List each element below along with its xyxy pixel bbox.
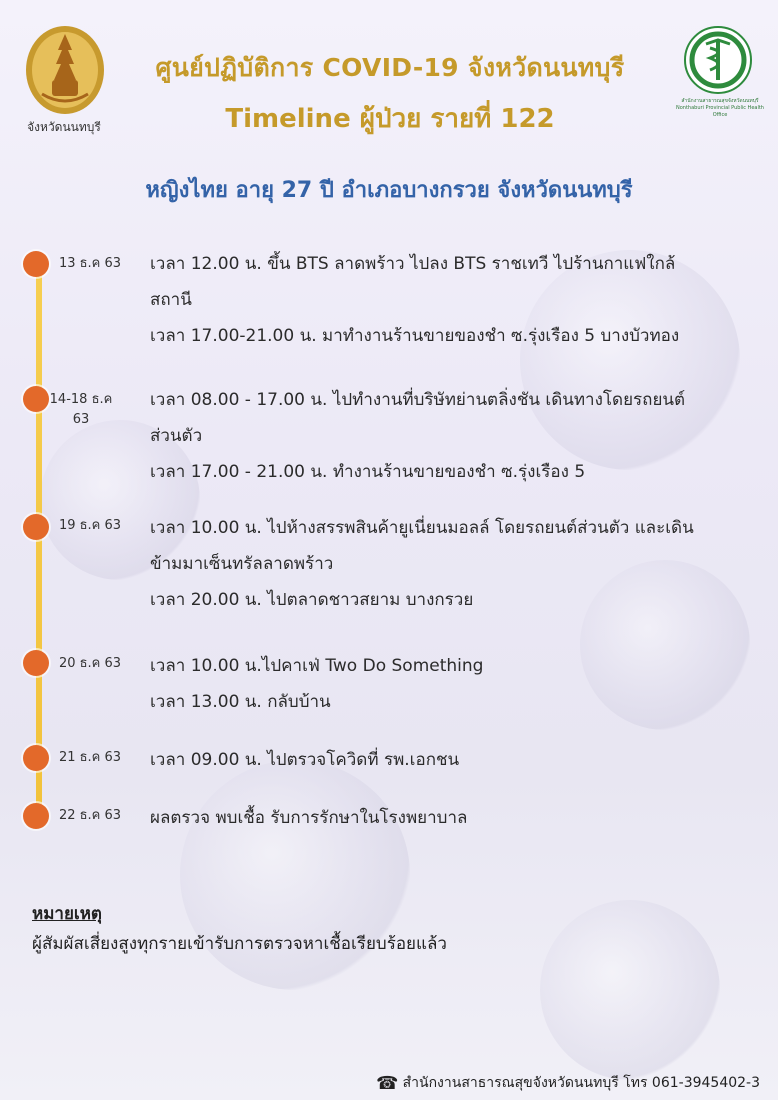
timeline-entry: เวลา 20.00 น. ไปตลาดชาวสยาม บางกรวย [150, 590, 474, 610]
timeline-date: 22 ธ.ค 63 [58, 808, 122, 823]
timeline-entry: เวลา 10.00 น.ไปคาเฟ่ Two Do Something [150, 656, 484, 676]
timeline-entries [150, 246, 760, 354]
timeline-dot [23, 650, 49, 676]
note-text: ผู้สัมผัสเสี่ยงสูงทุกรายเข้ารับการตรวจหาเชื้อเรียบร้อยแล้ว [32, 934, 447, 954]
timeline-dot [23, 514, 49, 540]
timeline-date: 19 ธ.ค 63 [58, 518, 122, 533]
timeline-entries [150, 742, 760, 778]
province-caption: จังหวัดนนทบุรี [27, 120, 101, 134]
patient-info-subtitle: หญิงไทย อายุ 27 ปี อำเภอบางกรวย จังหวัดนนทบุรี [145, 178, 633, 203]
timeline-entry: ผลตรวจ พบเชื้อ รับการรักษาในโรงพยาบาล [150, 808, 468, 828]
timeline-date: 13 ธ.ค 63 [58, 256, 122, 271]
ministry-caption: สำนักงานสาธารณสุขจังหวัดนนทบุรี Nonthaburi Provincial Public Health Office [676, 98, 764, 118]
timeline-dot [23, 745, 49, 771]
timeline-entries [150, 382, 760, 490]
timeline-entry: ส่วนตัว [150, 426, 203, 446]
timeline-entry: เวลา 17.00 - 21.00 น. ทำงานร้านขายของชำ ซ.รุ่งเรือง 5 [150, 462, 586, 482]
footer-text: สำนักงานสาธารณสุขจังหวัดนนทบุรี โทร 061-3945402-3 [402, 1075, 760, 1091]
timeline-entry: เวลา 17.00-21.00 น. มาทำงานร้านขายของชำ ซ.รุ่งเรือง 5 บางบัวทอง [150, 326, 680, 346]
timeline-title: Timeline ผู้ป่วย รายที่ 122 [225, 104, 555, 134]
telephone-icon: ☎ [376, 1073, 399, 1094]
footer-contact [360, 1072, 760, 1094]
header [0, 0, 778, 160]
timeline-entries [150, 800, 760, 836]
timeline-entry: เวลา 09.00 น. ไปตรวจโควิดที่ รพ.เอกชน [150, 750, 460, 770]
timeline-entry: เวลา 10.00 น. ไปห้างสรรพสินค้ายูเนี่ยนมอลล์ โดยรถยนต์ส่วนตัว และเดิน [150, 518, 694, 538]
timeline-entry: เวลา 13.00 น. กลับบ้าน [150, 692, 331, 712]
timeline-entries [150, 648, 760, 720]
timeline-entries [150, 510, 760, 618]
timeline-entry: ข้ามมาเซ็นทรัลลาดพร้าว [150, 554, 334, 574]
page-title: ศูนย์ปฏิบัติการ COVID-19 จังหวัดนนทบุรี [155, 53, 625, 82]
note-title: หมายเหตุ [32, 904, 102, 924]
timeline-entry: เวลา 12.00 น. ขึ้น BTS ลาดพร้าว ไปลง BTS ราชเทวี ไปร้านกาแฟใกล้ [150, 254, 676, 274]
province-emblem-icon [24, 24, 106, 116]
timeline-date: 21 ธ.ค 63 [58, 750, 122, 765]
timeline-line [36, 256, 42, 826]
note-section [32, 900, 752, 960]
timeline-date: 14-18 ธ.ค 63 [49, 392, 113, 427]
timeline-dot [23, 251, 49, 277]
ministry-public-health-logo-icon [684, 26, 752, 94]
timeline-entry: เวลา 08.00 - 17.00 น. ไปทำงานที่บริษัทย่านตลิ่งชัน เดินทางโดยรถยนต์ [150, 390, 686, 410]
timeline-date: 20 ธ.ค 63 [58, 656, 122, 671]
timeline-dot [23, 803, 49, 829]
timeline-entry: สถานี [150, 290, 192, 310]
